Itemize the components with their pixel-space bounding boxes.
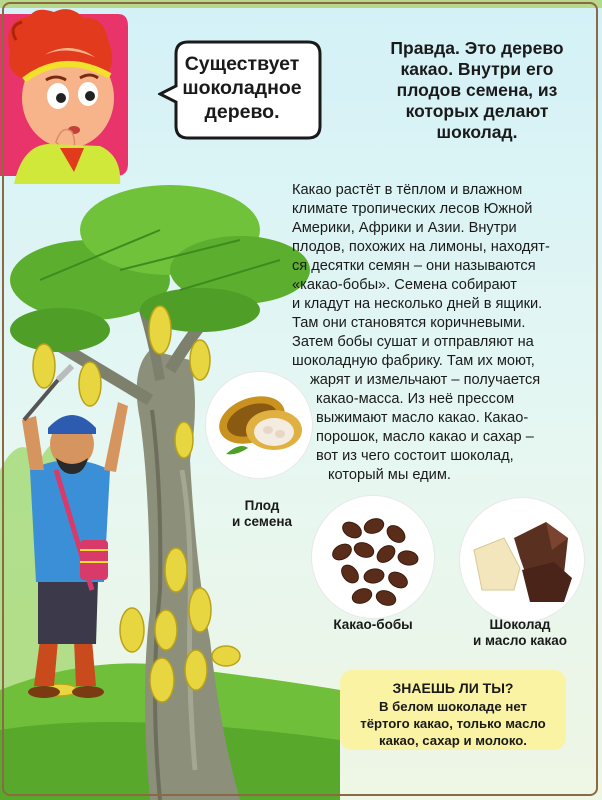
beans-caption: Какао-бобы [333,617,413,632]
main-text-line: какао-масса. Из неё прессом [316,391,515,407]
main-text-line: климате тропических лесов Южной [292,201,533,217]
main-text-line: плодов, похожих на лимоны, находят- [292,239,550,255]
main-text-line: шоколадную фабрику. Там их моют, [292,353,535,369]
thinking-girl-illustration [0,6,150,184]
main-text-line: жарят и измельчают – получается [310,372,541,388]
main-text-line: выжимают масло какао. Какао- [316,410,529,426]
fruit-caption: Плод и семена [231,498,293,529]
cocoa-beans-image [312,496,434,618]
cocoa-tree-illustration [0,170,340,800]
main-text-line: Затем бобы сушат и отправляют на [292,334,534,350]
main-text-line: «какао-бобы». Семена собирают [292,277,517,293]
question-text: Существует шоколадное дерево. [182,53,302,123]
chocolate-caption: Шоколад и масло какао [472,617,568,648]
main-text-line: Америки, Африки и Азии. Внутри [292,220,517,236]
did-you-know-box [340,670,566,750]
chocolate-image [460,498,584,622]
answer-text: Правда. Это дерево какао. Внутри его плодов семена, из которых делают шоколад. [390,38,564,142]
main-text-line: порошок, масло какао и сахар – [316,429,534,445]
main-text-line: ся десятки семян – они называются [292,258,536,274]
main-text-line: который мы едим. [328,467,451,483]
main-text-line: Там они становятся коричневыми. [292,315,526,331]
did-you-know-text: В белом шоколаде нет тёртого какао, только масло какао, сахар и молоко. [360,699,546,748]
main-text-line: вот из чего состоит шоколад, [316,448,514,464]
cocoa-fruit-image [206,372,312,478]
did-you-know-title: ЗНАЕШЬ ЛИ ТЫ? [392,680,514,696]
main-text-line: Какао растёт в тёплом и влажном [292,182,523,198]
main-text-line: и кладут на несколько дней в ящики. [292,296,543,312]
